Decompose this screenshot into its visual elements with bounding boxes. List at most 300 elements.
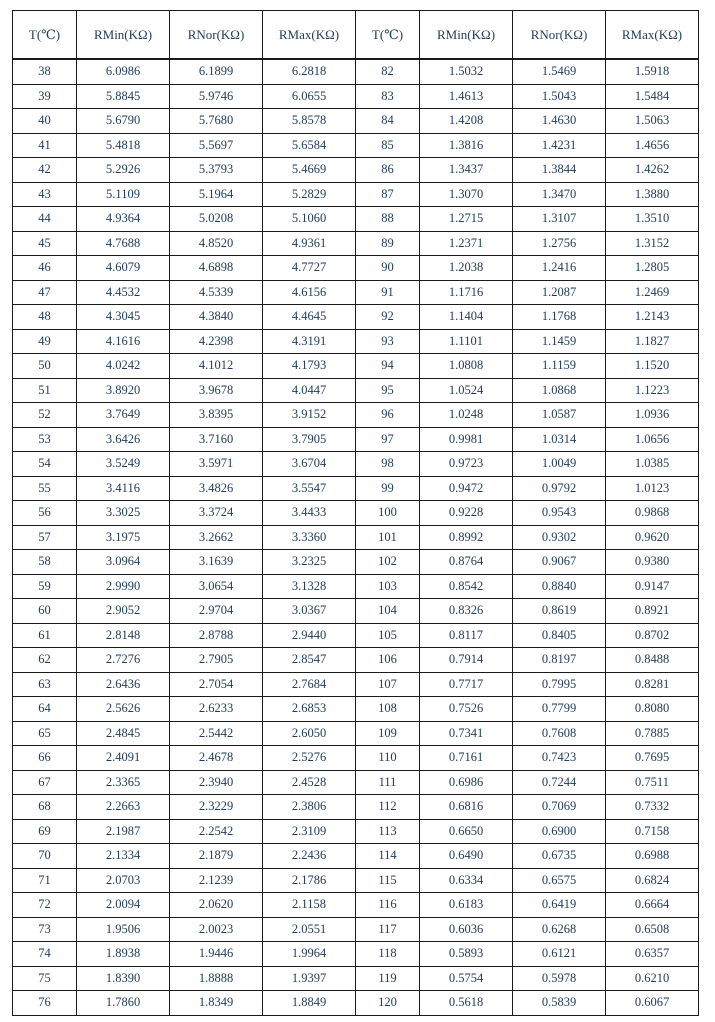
cell-temperature-right: 95: [356, 378, 420, 403]
cell-temperature-right: 114: [356, 844, 420, 869]
cell-temperature-left: 52: [13, 403, 77, 428]
cell-rmax-left: 4.0447: [263, 378, 356, 403]
cell-rmax-right: 0.9147: [606, 574, 699, 599]
cell-rmin-right: 0.7526: [420, 697, 513, 722]
cell-temperature-left: 44: [13, 207, 77, 232]
cell-rmax-left: 6.0655: [263, 84, 356, 109]
cell-rnor-right: 1.0587: [513, 403, 606, 428]
cell-rmin-right: 0.7717: [420, 672, 513, 697]
cell-temperature-left: 45: [13, 231, 77, 256]
cell-rmin-right: 0.9228: [420, 501, 513, 526]
cell-rmin-left: 5.6790: [77, 109, 170, 134]
cell-rnor-left: 5.3793: [170, 158, 263, 183]
cell-rnor-left: 3.2662: [170, 525, 263, 550]
table-row: [13, 746, 699, 771]
cell-temperature-left: 70: [13, 844, 77, 869]
cell-rmax-left: 3.2325: [263, 550, 356, 575]
table-row: [13, 599, 699, 624]
table-row: [13, 476, 699, 501]
cell-rnor-right: 1.3470: [513, 182, 606, 207]
cell-temperature-right: 117: [356, 917, 420, 942]
cell-rmin-right: 0.9472: [420, 476, 513, 501]
cell-rmin-left: 4.3045: [77, 305, 170, 330]
cell-rnor-left: 5.9746: [170, 84, 263, 109]
cell-rnor-right: 0.7995: [513, 672, 606, 697]
cell-temperature-left: 69: [13, 819, 77, 844]
table-row: [13, 697, 699, 722]
table-row: [13, 844, 699, 869]
table-row: [13, 403, 699, 428]
cell-rmin-left: 1.8938: [77, 942, 170, 967]
cell-rmin-left: 3.8920: [77, 378, 170, 403]
cell-rmin-right: 0.8117: [420, 623, 513, 648]
cell-temperature-right: 115: [356, 868, 420, 893]
cell-rnor-left: 2.0620: [170, 893, 263, 918]
cell-rnor-right: 0.8619: [513, 599, 606, 624]
cell-temperature-left: 43: [13, 182, 77, 207]
cell-rmin-right: 1.0808: [420, 354, 513, 379]
cell-temperature-left: 39: [13, 84, 77, 109]
cell-temperature-right: 86: [356, 158, 420, 183]
cell-rnor-right: 0.8405: [513, 623, 606, 648]
cell-rmax-right: 1.1827: [606, 329, 699, 354]
cell-temperature-left: 46: [13, 256, 77, 281]
cell-rmax-left: 4.1793: [263, 354, 356, 379]
table-row: [13, 84, 699, 109]
cell-rmin-right: 0.8326: [420, 599, 513, 624]
cell-rmax-left: 1.9397: [263, 966, 356, 991]
cell-rmin-right: 0.5618: [420, 991, 513, 1016]
cell-rmax-left: 4.4645: [263, 305, 356, 330]
cell-temperature-right: 82: [356, 59, 420, 84]
cell-rmin-left: 5.8845: [77, 84, 170, 109]
cell-temperature-right: 111: [356, 770, 420, 795]
cell-rmax-left: 5.8578: [263, 109, 356, 134]
cell-temperature-left: 50: [13, 354, 77, 379]
table-row: [13, 354, 699, 379]
cell-temperature-left: 72: [13, 893, 77, 918]
cell-rmin-left: 6.0986: [77, 59, 170, 84]
cell-rnor-right: 0.9792: [513, 476, 606, 501]
header-rnor-left: RNor(KΩ): [170, 11, 263, 60]
cell-rnor-right: 0.7608: [513, 721, 606, 746]
cell-temperature-right: 103: [356, 574, 420, 599]
cell-rmax-right: 0.7511: [606, 770, 699, 795]
cell-rmin-left: 4.6079: [77, 256, 170, 281]
cell-rmin-left: 4.0242: [77, 354, 170, 379]
cell-rmax-right: 0.6357: [606, 942, 699, 967]
cell-temperature-right: 91: [356, 280, 420, 305]
cell-rnor-left: 2.2542: [170, 819, 263, 844]
table-row: [13, 648, 699, 673]
cell-rnor-left: 4.5339: [170, 280, 263, 305]
cell-rmax-left: 2.3806: [263, 795, 356, 820]
cell-rmax-left: 5.6584: [263, 133, 356, 158]
resistance-temperature-table: [12, 10, 699, 1016]
cell-rmin-right: 1.0248: [420, 403, 513, 428]
cell-rmin-left: 2.4091: [77, 746, 170, 771]
cell-rmin-left: 2.6436: [77, 672, 170, 697]
cell-rmax-left: 4.3191: [263, 329, 356, 354]
cell-rnor-left: 2.0023: [170, 917, 263, 942]
cell-rmax-left: 3.5547: [263, 476, 356, 501]
cell-temperature-right: 102: [356, 550, 420, 575]
cell-rmax-left: 2.6050: [263, 721, 356, 746]
cell-rnor-left: 2.9704: [170, 599, 263, 624]
header-temperature-left: T(℃): [13, 11, 77, 60]
cell-rnor-right: 0.7799: [513, 697, 606, 722]
cell-rmin-left: 5.4818: [77, 133, 170, 158]
header-rnor-right: RNor(KΩ): [513, 11, 606, 60]
cell-rnor-left: 3.3724: [170, 501, 263, 526]
cell-rnor-left: 3.1639: [170, 550, 263, 575]
cell-temperature-right: 83: [356, 84, 420, 109]
cell-rmax-right: 0.6824: [606, 868, 699, 893]
cell-temperature-left: 42: [13, 158, 77, 183]
cell-temperature-left: 76: [13, 991, 77, 1016]
cell-rmin-left: 5.2926: [77, 158, 170, 183]
cell-temperature-left: 65: [13, 721, 77, 746]
cell-temperature-left: 38: [13, 59, 77, 84]
cell-rnor-left: 5.5697: [170, 133, 263, 158]
cell-rnor-left: 2.7054: [170, 672, 263, 697]
table-row: [13, 942, 699, 967]
cell-rmin-right: 0.8992: [420, 525, 513, 550]
cell-rmin-right: 0.5754: [420, 966, 513, 991]
cell-temperature-left: 75: [13, 966, 77, 991]
cell-rmax-left: 3.6704: [263, 452, 356, 477]
table-row: [13, 991, 699, 1016]
cell-rmax-right: 1.0936: [606, 403, 699, 428]
table-row: [13, 109, 699, 134]
cell-rnor-left: 2.4678: [170, 746, 263, 771]
cell-rnor-right: 0.6575: [513, 868, 606, 893]
cell-temperature-right: 104: [356, 599, 420, 624]
cell-temperature-left: 61: [13, 623, 77, 648]
cell-rnor-right: 0.6419: [513, 893, 606, 918]
cell-rmin-left: 2.3365: [77, 770, 170, 795]
cell-rmax-right: 0.6988: [606, 844, 699, 869]
cell-rmax-right: 0.6508: [606, 917, 699, 942]
table-row: [13, 868, 699, 893]
header-rmin-left: RMin(KΩ): [77, 11, 170, 60]
cell-rmin-left: 2.7276: [77, 648, 170, 673]
cell-rmin-left: 1.7860: [77, 991, 170, 1016]
cell-rnor-left: 5.1964: [170, 182, 263, 207]
cell-temperature-left: 74: [13, 942, 77, 967]
cell-temperature-right: 101: [356, 525, 420, 550]
cell-temperature-right: 92: [356, 305, 420, 330]
cell-rnor-right: 0.9543: [513, 501, 606, 526]
table-row: [13, 672, 699, 697]
cell-rmin-right: 0.6183: [420, 893, 513, 918]
header-rmax-left: RMax(KΩ): [263, 11, 356, 60]
cell-rmin-right: 1.5032: [420, 59, 513, 84]
table-row: [13, 795, 699, 820]
header-rmax-right: RMax(KΩ): [606, 11, 699, 60]
cell-temperature-right: 106: [356, 648, 420, 673]
cell-rmin-left: 3.6426: [77, 427, 170, 452]
cell-rmax-right: 1.2805: [606, 256, 699, 281]
cell-rmax-right: 1.2143: [606, 305, 699, 330]
table-row: [13, 893, 699, 918]
cell-temperature-right: 108: [356, 697, 420, 722]
cell-rnor-left: 2.8788: [170, 623, 263, 648]
cell-rnor-right: 1.3844: [513, 158, 606, 183]
table-row: [13, 59, 699, 84]
cell-rmax-right: 0.8921: [606, 599, 699, 624]
cell-temperature-left: 60: [13, 599, 77, 624]
table-row: [13, 623, 699, 648]
cell-rmax-right: 1.3510: [606, 207, 699, 232]
cell-rmax-right: 0.8702: [606, 623, 699, 648]
cell-rmin-left: 2.8148: [77, 623, 170, 648]
table-row: [13, 501, 699, 526]
cell-rmin-right: 0.6490: [420, 844, 513, 869]
cell-temperature-right: 88: [356, 207, 420, 232]
cell-rnor-right: 0.6121: [513, 942, 606, 967]
cell-temperature-left: 56: [13, 501, 77, 526]
cell-rnor-left: 5.7680: [170, 109, 263, 134]
cell-temperature-left: 53: [13, 427, 77, 452]
cell-rmax-left: 2.8547: [263, 648, 356, 673]
cell-temperature-right: 93: [356, 329, 420, 354]
table-row: [13, 182, 699, 207]
cell-rnor-left: 4.6898: [170, 256, 263, 281]
cell-rnor-left: 4.3840: [170, 305, 263, 330]
cell-rnor-right: 0.6900: [513, 819, 606, 844]
cell-temperature-left: 71: [13, 868, 77, 893]
cell-rmax-left: 4.9361: [263, 231, 356, 256]
cell-rnor-left: 4.2398: [170, 329, 263, 354]
cell-rmin-right: 1.2371: [420, 231, 513, 256]
cell-temperature-left: 59: [13, 574, 77, 599]
cell-rmax-right: 1.0656: [606, 427, 699, 452]
cell-rnor-right: 1.0049: [513, 452, 606, 477]
cell-rmax-right: 0.7695: [606, 746, 699, 771]
table-row: [13, 721, 699, 746]
cell-rmin-left: 4.1616: [77, 329, 170, 354]
cell-rnor-right: 0.9067: [513, 550, 606, 575]
cell-rmin-left: 2.0703: [77, 868, 170, 893]
cell-rmin-right: 1.1716: [420, 280, 513, 305]
cell-rnor-left: 3.9678: [170, 378, 263, 403]
table-row: [13, 329, 699, 354]
cell-rmax-right: 0.6210: [606, 966, 699, 991]
cell-rmin-right: 0.6334: [420, 868, 513, 893]
cell-rmin-right: 1.2038: [420, 256, 513, 281]
cell-temperature-right: 120: [356, 991, 420, 1016]
cell-rmax-right: 0.7885: [606, 721, 699, 746]
cell-temperature-left: 66: [13, 746, 77, 771]
cell-temperature-left: 40: [13, 109, 77, 134]
table-body: [13, 59, 699, 1015]
cell-rnor-right: 0.9302: [513, 525, 606, 550]
cell-rnor-right: 0.8840: [513, 574, 606, 599]
cell-rmin-right: 0.8764: [420, 550, 513, 575]
cell-rnor-left: 6.1899: [170, 59, 263, 84]
cell-rmin-right: 1.2715: [420, 207, 513, 232]
cell-rmin-right: 1.4613: [420, 84, 513, 109]
cell-rmin-left: 1.9506: [77, 917, 170, 942]
cell-rnor-left: 3.4826: [170, 476, 263, 501]
table-row: [13, 280, 699, 305]
cell-rnor-right: 0.5978: [513, 966, 606, 991]
cell-rmin-left: 3.4116: [77, 476, 170, 501]
cell-temperature-right: 99: [356, 476, 420, 501]
cell-rmax-right: 1.1223: [606, 378, 699, 403]
cell-temperature-left: 41: [13, 133, 77, 158]
cell-rmax-right: 0.7332: [606, 795, 699, 820]
resistance-table-sheet: [12, 10, 697, 1016]
table-header-row: [13, 11, 699, 60]
cell-rmin-right: 0.5893: [420, 942, 513, 967]
cell-temperature-right: 98: [356, 452, 420, 477]
cell-temperature-right: 96: [356, 403, 420, 428]
cell-rmin-right: 0.6986: [420, 770, 513, 795]
cell-rnor-left: 2.5442: [170, 721, 263, 746]
table-row: [13, 770, 699, 795]
table-row: [13, 966, 699, 991]
cell-rnor-left: 5.0208: [170, 207, 263, 232]
cell-rmin-right: 1.4208: [420, 109, 513, 134]
cell-rnor-left: 4.1012: [170, 354, 263, 379]
cell-temperature-left: 73: [13, 917, 77, 942]
cell-rmax-right: 0.8281: [606, 672, 699, 697]
cell-rmin-left: 2.0094: [77, 893, 170, 918]
cell-rmin-left: 4.9364: [77, 207, 170, 232]
cell-rmax-right: 1.2469: [606, 280, 699, 305]
cell-rnor-right: 0.5839: [513, 991, 606, 1016]
cell-rnor-right: 1.0868: [513, 378, 606, 403]
cell-rnor-right: 1.1159: [513, 354, 606, 379]
table-row: [13, 378, 699, 403]
cell-temperature-right: 87: [356, 182, 420, 207]
cell-rnor-right: 1.1459: [513, 329, 606, 354]
cell-rnor-left: 1.8888: [170, 966, 263, 991]
cell-temperature-left: 62: [13, 648, 77, 673]
cell-rnor-left: 3.5971: [170, 452, 263, 477]
cell-rnor-right: 1.5469: [513, 59, 606, 84]
cell-rmax-right: 0.7158: [606, 819, 699, 844]
cell-rmax-left: 2.1158: [263, 893, 356, 918]
cell-rmin-left: 2.1334: [77, 844, 170, 869]
cell-rmax-left: 2.3109: [263, 819, 356, 844]
cell-rnor-right: 0.7423: [513, 746, 606, 771]
cell-rmin-right: 1.1404: [420, 305, 513, 330]
cell-temperature-left: 47: [13, 280, 77, 305]
cell-rnor-left: 2.3940: [170, 770, 263, 795]
cell-rmax-right: 0.6664: [606, 893, 699, 918]
cell-rmin-left: 3.5249: [77, 452, 170, 477]
cell-rmax-right: 0.8488: [606, 648, 699, 673]
cell-rmax-left: 2.2436: [263, 844, 356, 869]
cell-rmin-right: 0.7914: [420, 648, 513, 673]
cell-rmin-left: 2.4845: [77, 721, 170, 746]
cell-rnor-left: 2.1879: [170, 844, 263, 869]
cell-rnor-left: 3.0654: [170, 574, 263, 599]
cell-rnor-right: 1.1768: [513, 305, 606, 330]
cell-rmax-right: 1.4262: [606, 158, 699, 183]
cell-rnor-left: 2.7905: [170, 648, 263, 673]
cell-rmin-left: 2.9052: [77, 599, 170, 624]
cell-rmax-right: 1.4656: [606, 133, 699, 158]
cell-rmin-left: 2.9990: [77, 574, 170, 599]
cell-rmax-left: 2.6853: [263, 697, 356, 722]
cell-temperature-left: 51: [13, 378, 77, 403]
cell-rnor-right: 1.4231: [513, 133, 606, 158]
cell-rmin-left: 4.7688: [77, 231, 170, 256]
cell-temperature-left: 58: [13, 550, 77, 575]
cell-temperature-right: 109: [356, 721, 420, 746]
table-row: [13, 305, 699, 330]
cell-temperature-left: 49: [13, 329, 77, 354]
table-row: [13, 133, 699, 158]
cell-rmax-left: 2.9440: [263, 623, 356, 648]
cell-rmin-left: 4.4532: [77, 280, 170, 305]
cell-rnor-left: 2.3229: [170, 795, 263, 820]
cell-rmin-right: 0.8542: [420, 574, 513, 599]
cell-temperature-right: 85: [356, 133, 420, 158]
cell-temperature-left: 57: [13, 525, 77, 550]
cell-rmax-left: 2.0551: [263, 917, 356, 942]
cell-rnor-right: 1.5043: [513, 84, 606, 109]
cell-rnor-right: 1.2087: [513, 280, 606, 305]
cell-rmax-right: 1.0385: [606, 452, 699, 477]
cell-rmin-right: 1.1101: [420, 329, 513, 354]
table-row: [13, 207, 699, 232]
header-temperature-right: T(℃): [356, 11, 420, 60]
cell-rmax-left: 3.1328: [263, 574, 356, 599]
cell-rmax-right: 1.5484: [606, 84, 699, 109]
cell-rmax-left: 4.6156: [263, 280, 356, 305]
cell-rnor-right: 0.7069: [513, 795, 606, 820]
cell-rmin-left: 5.1109: [77, 182, 170, 207]
cell-rmin-left: 2.5626: [77, 697, 170, 722]
cell-rnor-left: 2.1239: [170, 868, 263, 893]
cell-rmax-right: 0.9620: [606, 525, 699, 550]
table-row: [13, 256, 699, 281]
cell-rmin-left: 3.0964: [77, 550, 170, 575]
cell-rmax-right: 1.5918: [606, 59, 699, 84]
table-row: [13, 525, 699, 550]
cell-temperature-left: 55: [13, 476, 77, 501]
cell-rnor-left: 2.6233: [170, 697, 263, 722]
cell-temperature-left: 63: [13, 672, 77, 697]
cell-temperature-left: 48: [13, 305, 77, 330]
cell-temperature-right: 107: [356, 672, 420, 697]
cell-temperature-left: 68: [13, 795, 77, 820]
table-row: [13, 550, 699, 575]
cell-rmin-right: 0.6036: [420, 917, 513, 942]
cell-rmax-right: 0.8080: [606, 697, 699, 722]
cell-rmin-right: 1.3437: [420, 158, 513, 183]
cell-rmax-right: 1.1520: [606, 354, 699, 379]
cell-rmax-left: 3.3360: [263, 525, 356, 550]
cell-temperature-right: 110: [356, 746, 420, 771]
table-row: [13, 158, 699, 183]
cell-rmin-right: 0.6816: [420, 795, 513, 820]
cell-rmax-left: 5.4669: [263, 158, 356, 183]
cell-temperature-right: 94: [356, 354, 420, 379]
cell-rmin-left: 2.2663: [77, 795, 170, 820]
cell-temperature-right: 90: [356, 256, 420, 281]
cell-rmin-right: 1.0524: [420, 378, 513, 403]
header-rmin-right: RMin(KΩ): [420, 11, 513, 60]
cell-temperature-right: 100: [356, 501, 420, 526]
cell-rmax-left: 2.4528: [263, 770, 356, 795]
cell-rmax-left: 1.9964: [263, 942, 356, 967]
